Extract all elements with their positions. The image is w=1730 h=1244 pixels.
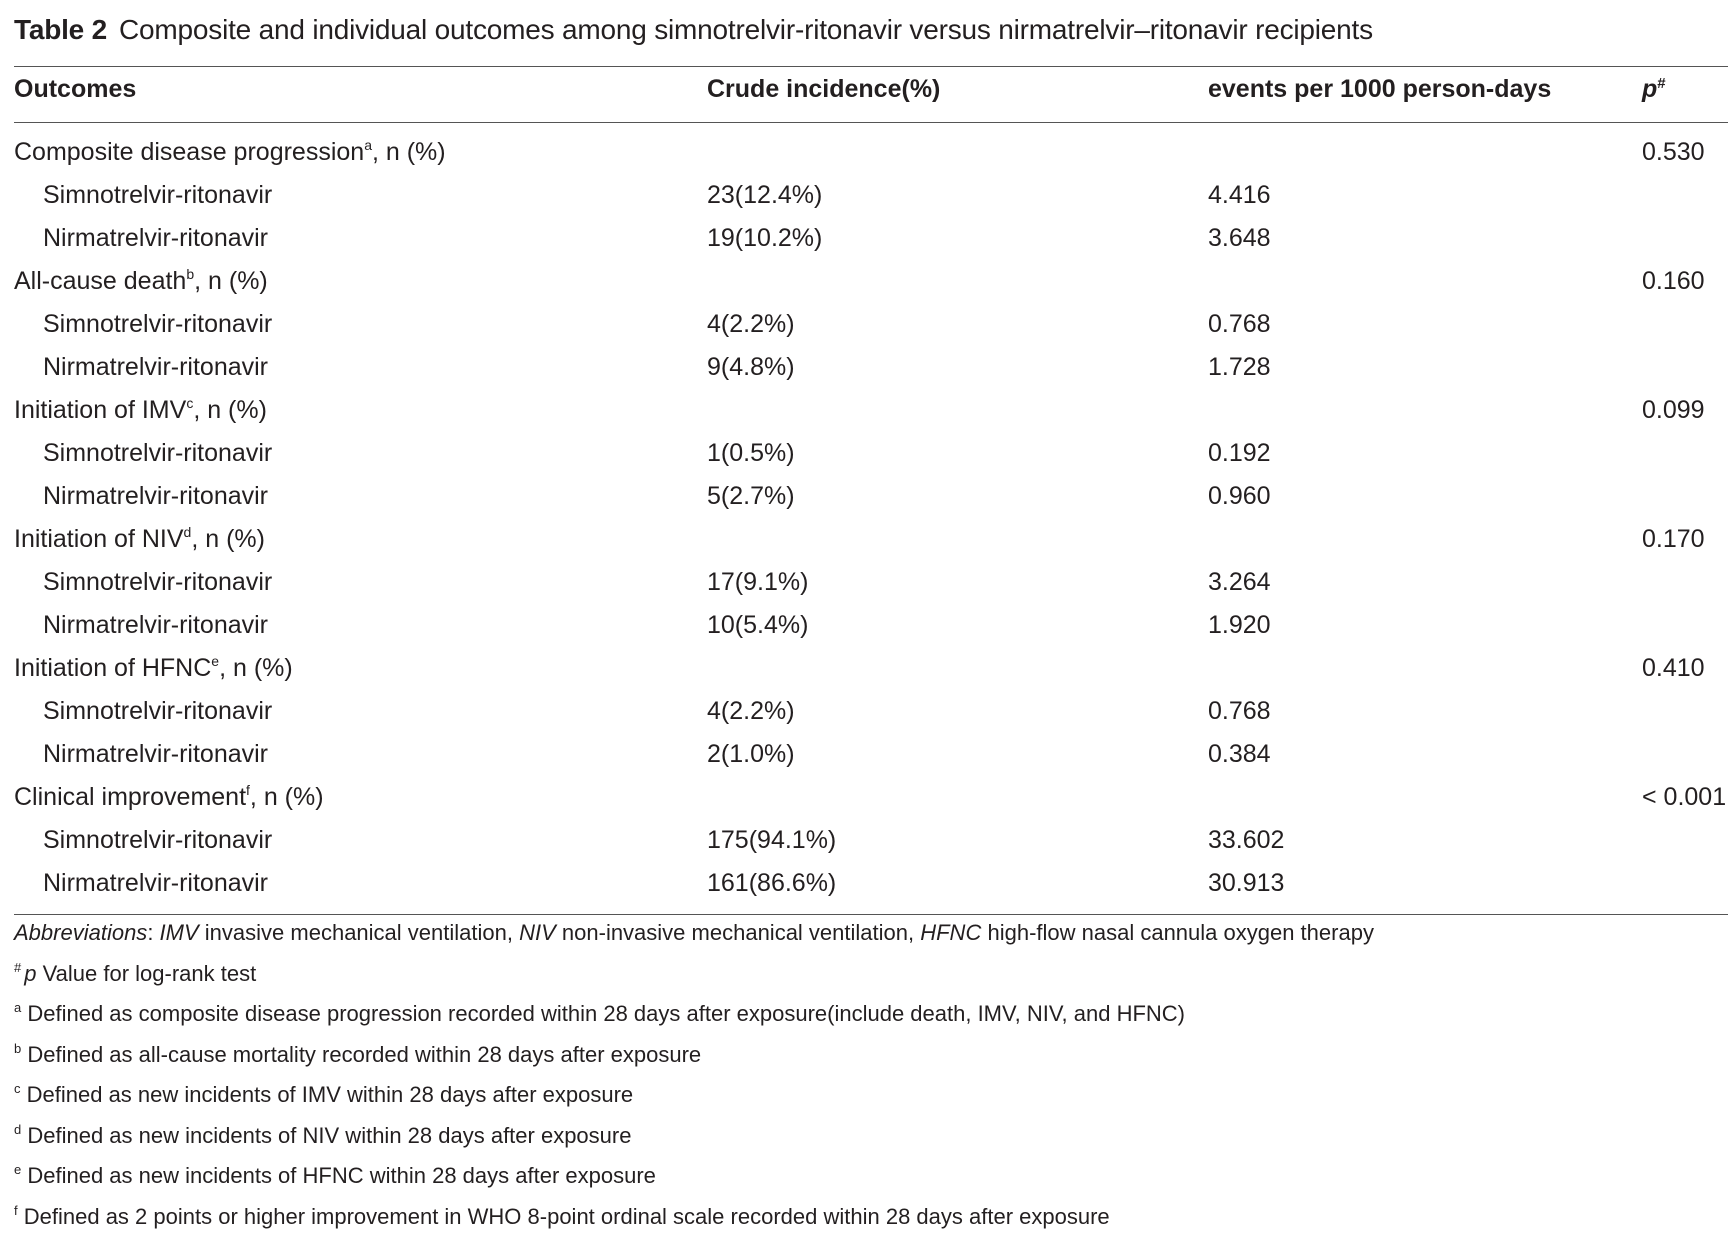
p-value: 0.170 <box>1642 525 1705 553</box>
footnote-text: Defined as new incidents of HFNC within 28 days after exposure <box>27 1163 656 1188</box>
table-row-group <box>14 520 1728 563</box>
treatment-name: Nirmatrelvir-ritonavir <box>43 482 269 510</box>
abbreviations-note: Abbreviations: IMV invasive mechanical ventilation, NIV non-invasive mechanical ventilation, HFNC high-flow nasal cannula oxygen therapy <box>14 920 1374 945</box>
p-value: 0.410 <box>1642 654 1705 682</box>
bottom-rule <box>14 914 1728 915</box>
table-row <box>14 606 1728 649</box>
table-body <box>14 133 1728 907</box>
crude-incidence: 1(0.5%) <box>707 439 795 467</box>
treatment-name: Simnotrelvir-ritonavir <box>43 568 273 596</box>
outcome-suffix: , n (%) <box>194 267 268 295</box>
abbreviation-term: IMV <box>159 920 199 945</box>
crude-incidence: 161(86.6%) <box>707 869 837 897</box>
footnote-marker: e <box>14 1162 22 1177</box>
table-row <box>14 821 1728 864</box>
treatment-name: Nirmatrelvir-ritonavir <box>43 611 269 639</box>
outcome-footnote-marker: a <box>364 137 372 153</box>
table-row <box>14 563 1728 606</box>
table-row-group <box>14 778 1728 821</box>
events-per-1000: 1.728 <box>1208 353 1271 381</box>
p-value: 0.160 <box>1642 267 1705 295</box>
crude-incidence: 2(1.0%) <box>707 740 795 768</box>
header-crude-incidence: Crude incidence(%) <box>707 75 941 103</box>
outcome-suffix: , n (%) <box>371 138 446 166</box>
footnote-text: Defined as all-cause mortality recorded within 28 days after exposure <box>27 1041 702 1067</box>
footnote <box>14 1042 1728 1083</box>
outcome-label <box>14 138 446 167</box>
outcome-footnote-marker: b <box>186 266 195 282</box>
outcome-label <box>14 267 268 296</box>
events-per-1000: 0.192 <box>1208 439 1271 467</box>
treatment-name: Simnotrelvir-ritonavir <box>43 310 273 338</box>
table-row-group <box>14 262 1728 305</box>
treatment-name: Nirmatrelvir-ritonavir <box>43 740 269 768</box>
p-value: 0.530 <box>1642 138 1705 166</box>
footnote-marker: b <box>14 1040 22 1056</box>
events-per-1000: 33.602 <box>1208 826 1285 854</box>
crude-incidence: 10(5.4%) <box>707 611 809 639</box>
outcome-label <box>14 525 265 554</box>
table-row <box>14 864 1728 907</box>
abbreviation-term: HFNC <box>920 920 982 945</box>
footnote-text: Defined as composite disease progression recorded within 28 days after exposure(include death, IMV, NIV, and HFNC) <box>27 1001 1186 1026</box>
footnote-marker: c <box>14 1081 21 1096</box>
p-note-text: Value for log-rank test <box>42 960 257 986</box>
footnote-list <box>14 1001 1728 1244</box>
treatment-name: Nirmatrelvir-ritonavir <box>43 224 269 252</box>
abbreviation-definition: invasive mechanical ventilation <box>204 920 507 945</box>
treatment-name: Nirmatrelvir-ritonavir <box>43 353 269 381</box>
outcome-name: Initiation of IMV <box>14 396 187 424</box>
outcome-name: Initiation of HFNC <box>14 654 212 682</box>
p-value: 0.099 <box>1642 396 1705 424</box>
table-row <box>14 477 1728 520</box>
crude-incidence: 4(2.2%) <box>707 697 795 725</box>
outcome-label <box>14 396 267 425</box>
table-row <box>14 735 1728 778</box>
table-row-group <box>14 649 1728 692</box>
events-per-1000: 0.960 <box>1208 482 1271 510</box>
footnote-marker: d <box>14 1121 22 1137</box>
outcome-footnote-marker: c <box>186 395 194 411</box>
table-row <box>14 176 1728 219</box>
p-value-note <box>14 961 1728 1002</box>
crude-incidence: 5(2.7%) <box>707 482 795 510</box>
treatment-name: Nirmatrelvir-ritonavir <box>43 869 269 897</box>
outcome-suffix: , n (%) <box>219 654 293 682</box>
outcome-label <box>14 783 324 812</box>
footnote <box>14 1001 1728 1042</box>
table-row <box>14 434 1728 477</box>
header-outcomes: Outcomes <box>14 75 137 103</box>
events-per-1000: 1.920 <box>1208 611 1271 639</box>
footnote <box>14 1204 1728 1244</box>
events-per-1000: 3.648 <box>1208 224 1271 252</box>
table-caption <box>14 14 1373 46</box>
crude-incidence: 19(10.2%) <box>707 224 823 252</box>
table-row <box>14 692 1728 735</box>
p-value: < 0.001 <box>1642 783 1727 811</box>
events-per-1000: 0.768 <box>1208 697 1271 725</box>
outcome-footnote-marker: d <box>183 524 192 540</box>
events-per-1000: 3.264 <box>1208 568 1271 596</box>
outcome-name: Composite disease progression <box>14 138 365 166</box>
treatment-name: Simnotrelvir-ritonavir <box>43 697 273 725</box>
events-per-1000: 4.416 <box>1208 181 1271 209</box>
table-row <box>14 219 1728 262</box>
header-p-sup: # <box>1657 75 1666 92</box>
footnote <box>14 1082 1728 1123</box>
table-row-group <box>14 133 1728 176</box>
treatment-name: Simnotrelvir-ritonavir <box>43 439 273 467</box>
table-row-group <box>14 391 1728 434</box>
events-per-1000: 0.384 <box>1208 740 1271 768</box>
header-events: events per 1000 person-days <box>1208 75 1552 103</box>
abbreviation-term: NIV <box>519 920 556 945</box>
footnote-marker: a <box>14 1000 22 1015</box>
footnote-marker: f <box>14 1202 18 1218</box>
header-p-value <box>1642 75 1666 104</box>
outcome-suffix: , n (%) <box>191 525 265 553</box>
outcome-footnote-marker: e <box>211 653 220 669</box>
abbreviation-definition: high-flow nasal cannula oxygen therapy <box>987 920 1374 945</box>
abbreviation-definition: non-invasive mechanical ventilation <box>561 920 908 945</box>
crude-incidence: 17(9.1%) <box>707 568 809 596</box>
table-footnotes <box>14 920 1728 1244</box>
outcome-footnote-marker: f <box>246 782 250 798</box>
table-row <box>14 348 1728 391</box>
table-row <box>14 305 1728 348</box>
footnote-text: Defined as 2 points or higher improvement in WHO 8-point ordinal scale recorded within 28 days after exposure <box>23 1203 1110 1229</box>
treatment-name: Simnotrelvir-ritonavir <box>43 181 273 209</box>
footnote-text: Defined as new incidents of NIV within 28 days after exposure <box>27 1122 632 1148</box>
header-rule <box>14 122 1728 123</box>
footnote <box>14 1163 1728 1204</box>
outcome-suffix: , n (%) <box>249 783 324 811</box>
events-per-1000: 0.768 <box>1208 310 1271 338</box>
outcome-name: Clinical improvement <box>14 783 247 811</box>
outcome-label <box>14 654 293 683</box>
treatment-name: Simnotrelvir-ritonavir <box>43 826 273 854</box>
crude-incidence: 23(12.4%) <box>707 181 823 209</box>
outcome-name: All-cause death <box>14 267 187 295</box>
p-note-sup: # <box>14 959 22 975</box>
table-label: Table 2 <box>14 14 108 45</box>
p-note-letter: p <box>24 960 37 986</box>
events-per-1000: 30.913 <box>1208 869 1285 897</box>
table-title: Composite and individual outcomes among simnotrelvir-ritonavir versus nirmatrelvir–ritonavir recipients <box>119 14 1373 45</box>
header-p-letter: p <box>1642 75 1658 103</box>
abbreviations-label: Abbreviations <box>14 920 148 945</box>
crude-incidence: 175(94.1%) <box>707 826 837 854</box>
crude-incidence: 9(4.8%) <box>707 353 795 381</box>
footnote-text: Defined as new incidents of IMV within 28 days after exposure <box>26 1082 634 1107</box>
footnote <box>14 1123 1728 1164</box>
top-rule <box>14 66 1728 67</box>
crude-incidence: 4(2.2%) <box>707 310 795 338</box>
outcome-suffix: , n (%) <box>193 396 267 424</box>
outcome-name: Initiation of NIV <box>14 525 184 553</box>
